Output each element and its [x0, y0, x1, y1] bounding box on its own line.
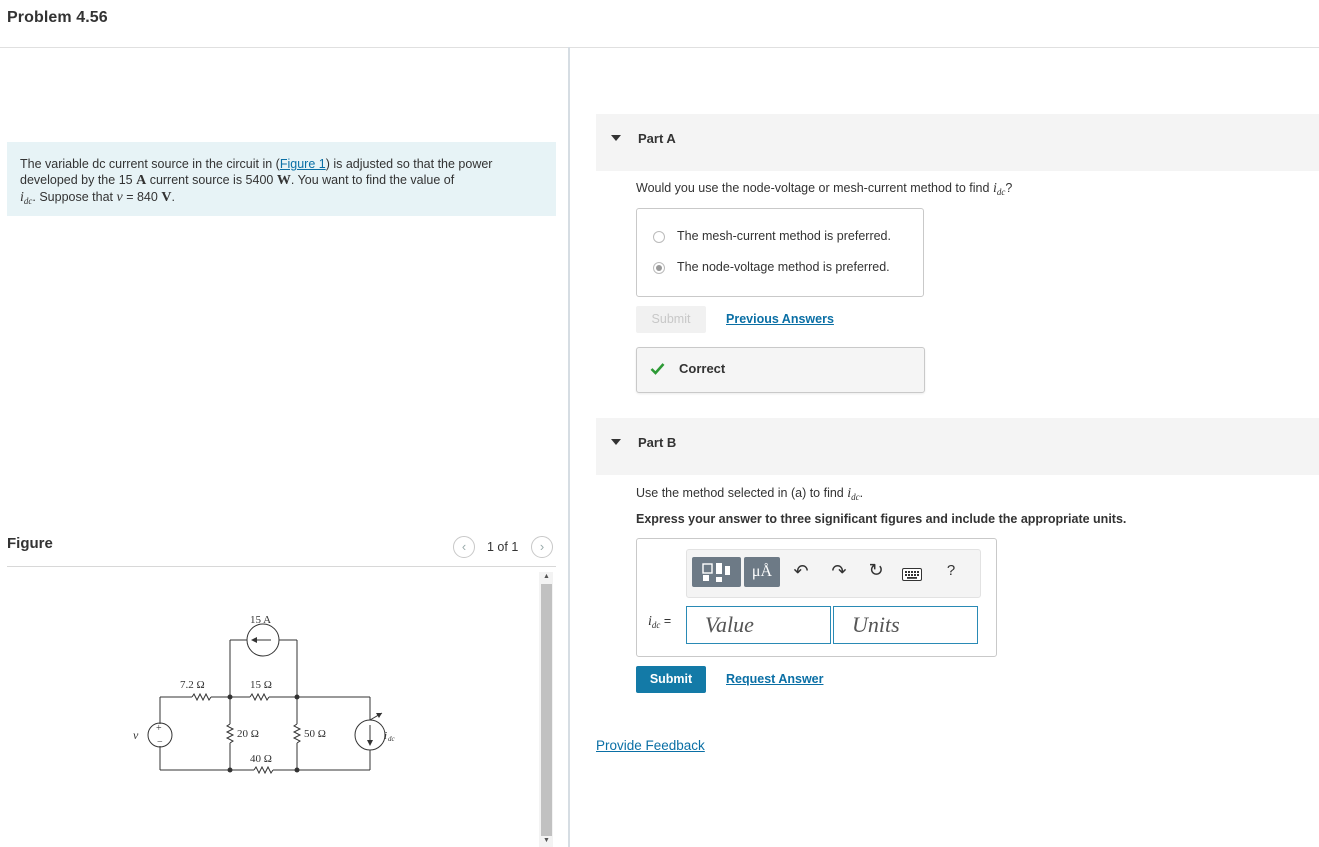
- figure-scrollbar-thumb[interactable]: [541, 584, 552, 836]
- label-15-ohm: 15 Ω: [250, 679, 272, 691]
- label-idc-subscript: dc: [388, 735, 395, 743]
- figure-pager: 1 of 1: [487, 540, 519, 554]
- part-b-submit-button[interactable]: Submit: [636, 666, 706, 693]
- problem-text: . You want to find the value of: [290, 173, 455, 187]
- figure-divider: [7, 566, 556, 567]
- units-input[interactable]: Units: [833, 606, 978, 644]
- label-v: v: [133, 728, 139, 742]
- problem-text: = 840: [126, 190, 158, 204]
- units-button[interactable]: μÅ: [744, 557, 780, 587]
- radio-mesh-current[interactable]: [653, 231, 665, 243]
- question-text: Would you use the node-voltage or mesh-current method to find: [636, 181, 990, 195]
- option-node-voltage-label[interactable]: The node-voltage method is preferred.: [677, 260, 890, 274]
- var-i: i: [992, 181, 997, 196]
- label-15A: 15 A: [250, 614, 272, 626]
- option-mesh-current-label[interactable]: The mesh-current method is preferred.: [677, 229, 891, 243]
- header-divider: [0, 47, 1319, 48]
- unit-ampere: A: [136, 173, 147, 188]
- part-b-question: [636, 486, 863, 502]
- part-a-options: [636, 208, 924, 297]
- keyboard-icon[interactable]: [902, 568, 922, 581]
- collapse-triangle-icon[interactable]: [611, 439, 621, 445]
- page-title: Problem 4.56: [7, 9, 108, 26]
- chevron-left-icon: ‹: [461, 539, 467, 554]
- value-input[interactable]: Value: [686, 606, 831, 644]
- help-button[interactable]: ?: [946, 562, 956, 579]
- reset-icon[interactable]: ↻: [868, 560, 884, 580]
- previous-answers-link[interactable]: Previous Answers: [726, 312, 834, 326]
- equals-sign: =: [663, 614, 672, 628]
- figure-label: Figure: [7, 535, 53, 552]
- question-text: Use the method selected in (a) to find: [636, 486, 844, 500]
- part-a-submit-button[interactable]: Submit: [636, 306, 706, 333]
- answer-variable: [648, 614, 671, 630]
- circuit-diagram: [120, 600, 420, 790]
- unit-volt: V: [161, 190, 172, 205]
- question-suffix: .: [859, 486, 864, 500]
- var-i: i: [20, 190, 24, 205]
- var-i: i: [847, 486, 852, 501]
- var-v: v: [116, 190, 123, 205]
- collapse-triangle-icon[interactable]: [611, 135, 621, 141]
- problem-text: current source is 5400: [149, 173, 274, 187]
- part-b-instruction: Express your answer to three significant figures and include the appropriate units.: [636, 512, 1127, 526]
- prev-figure-button[interactable]: [453, 536, 475, 558]
- label-20-ohm: 20 Ω: [237, 728, 259, 740]
- label-minus: −: [157, 737, 163, 748]
- unit-watt: W: [276, 173, 291, 188]
- problem-text: The variable dc current source in the circuit in (: [20, 157, 280, 171]
- part-a-question: [636, 181, 1012, 197]
- scroll-down-icon[interactable]: ▼: [543, 837, 550, 844]
- problem-text: . Suppose that: [32, 190, 114, 204]
- redo-icon[interactable]: ↷: [831, 561, 847, 581]
- problem-text: .: [171, 190, 175, 204]
- label-idc: i: [384, 730, 388, 742]
- feedback-correct: Correct: [679, 361, 726, 376]
- pane-divider[interactable]: [568, 47, 570, 847]
- label-plus: +: [156, 723, 162, 734]
- label-7-2-ohm: 7.2 Ω: [180, 679, 205, 691]
- next-figure-button[interactable]: [531, 536, 553, 558]
- var-dc-subscript: dc: [851, 492, 860, 502]
- fraction-template-icon: [692, 557, 741, 587]
- provide-feedback-link[interactable]: Provide Feedback: [596, 738, 705, 753]
- part-a-header[interactable]: [596, 114, 1319, 171]
- chevron-right-icon: ›: [539, 539, 545, 554]
- undo-icon[interactable]: ↶: [793, 561, 809, 581]
- label-50-ohm: 50 Ω: [304, 728, 326, 740]
- part-a-title[interactable]: Part A: [638, 131, 676, 146]
- part-b-title[interactable]: Part B: [638, 435, 677, 450]
- request-answer-link[interactable]: Request Answer: [726, 672, 824, 686]
- problem-statement: [20, 156, 540, 206]
- part-b-header[interactable]: [596, 418, 1319, 475]
- var-dc-subscript: dc: [996, 187, 1006, 197]
- label-40-ohm: 40 Ω: [250, 753, 272, 765]
- checkmark-icon: [650, 362, 665, 375]
- question-suffix: ?: [1005, 181, 1013, 195]
- var-dc-subscript: dc: [651, 620, 661, 630]
- figure-link[interactable]: Figure 1: [279, 157, 326, 171]
- var-i: i: [648, 614, 652, 629]
- var-dc-subscript: dc: [23, 196, 33, 206]
- radio-node-voltage[interactable]: [653, 262, 665, 274]
- problem-text: ) is adjusted so that the power developed by the 15: [20, 157, 493, 187]
- template-button[interactable]: [692, 557, 741, 587]
- scroll-up-icon[interactable]: ▲: [543, 573, 550, 580]
